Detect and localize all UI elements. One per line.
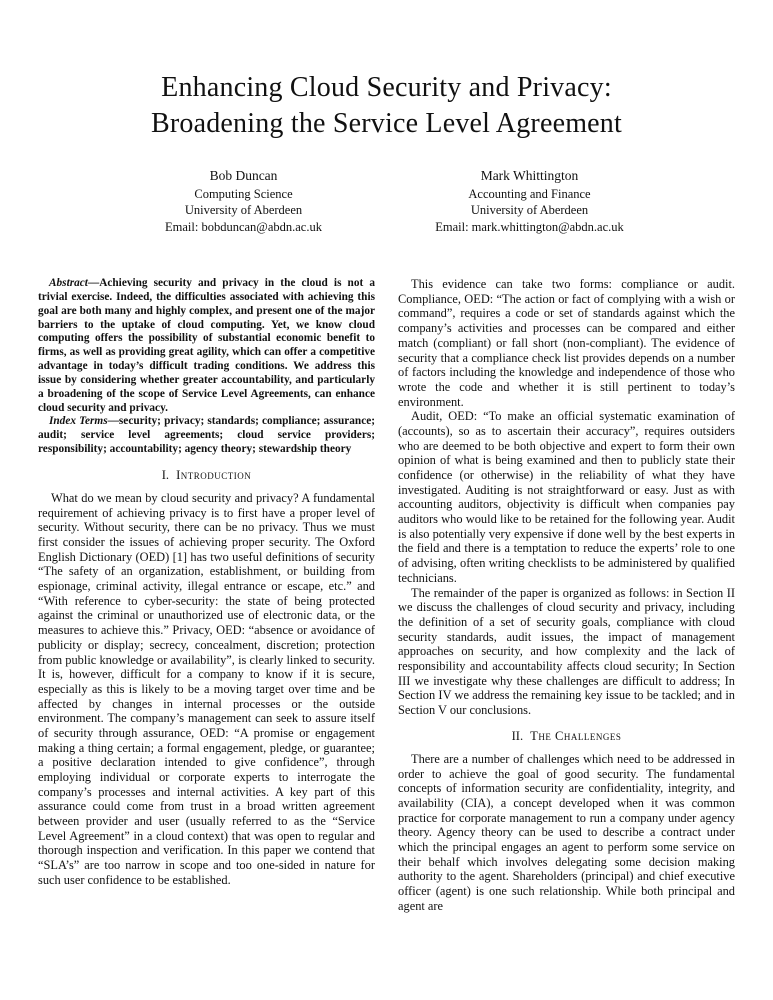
- index-terms-text: —security; privacy; standards; compliance; assurance; audit; service level agreements; cloud service providers; responsibility; accountability; agency theory; stewardship theory: [38, 415, 375, 456]
- paragraph-compliance: This evidence can take two forms: compliance or audit. Compliance, OED: “The action or fact of complying with a wish or command”, requires a code or set of standards against which the company’s activities and processes can be compared and either match (compliant) or fall short (non-compliant). The evidence of security that a compliance check list provides depends on a number of factors including the knowledge and independence of those who wrote the code and whether it is still pertinent to today’s environment.: [398, 277, 735, 409]
- author-block-2: [405, 167, 655, 235]
- abstract-label: Abstract: [49, 277, 88, 290]
- index-terms-paragraph: [38, 415, 375, 456]
- author-department: Accounting and Finance: [468, 186, 591, 201]
- section-number: I.: [161, 467, 170, 482]
- author-university: University of Aberdeen: [470, 203, 589, 218]
- author-email: Email: bobduncan@abdn.ac.uk: [165, 219, 322, 234]
- section-number: II.: [511, 728, 524, 743]
- section-title: The Challenges: [530, 728, 622, 743]
- paper-title-line1: Enhancing Cloud Security and Privacy:: [161, 72, 612, 103]
- body-columns: [38, 277, 735, 913]
- author-university: University of Aberdeen: [184, 203, 303, 218]
- author-name: Mark Whittington: [480, 167, 579, 183]
- section-heading-introduction: [38, 468, 375, 483]
- author-name: Bob Duncan: [209, 167, 278, 183]
- right-column: [398, 277, 735, 913]
- index-terms-label: Index Terms: [49, 415, 108, 428]
- section-title: Introduction: [176, 467, 252, 482]
- paragraph-challenges: There are a number of challenges which need to be addressed in order to achieve the goal of good security. The fundamental concepts of information security are confidentiality, integrity, and availability (CIA), a concept developed when it was common practice for corporate management to run a company under agency theory. Agency theory can be used to describe a contract under which the principal engages an agent to perform some service on their behalf which involves delegating some decision making authority to the agent. Shareholders (principal) and chief executive officer (agent) is one such relationship. While both principal and agent are: [398, 751, 735, 913]
- author-email: Email: mark.whittington@abdn.ac.uk: [435, 219, 624, 234]
- paragraph-paper-outline: The remainder of the paper is organized as follows: in Section II we discuss the challenges of cloud security and privacy, including the definition of a set of security goals, compliance with cloud security standards, audit issues, the impact of management approaches on security, and how complexity and the lack of responsibility and accountability affects cloud security; In Section III we investigate why these challenges are difficult to address; In Section IV we address the remaining key issue to be tackled; and in Section V our conclusions.: [398, 585, 735, 718]
- paper-title: [38, 70, 735, 143]
- author-department: Computing Science: [194, 186, 293, 201]
- left-column: [38, 277, 375, 913]
- section-heading-challenges: [398, 729, 735, 744]
- abstract-paragraph: [38, 277, 375, 415]
- paragraph-intro: What do we mean by cloud security and privacy? A fundamental requirement of achieving privacy is to first have a proper level of security. Without security, there can be no privacy. Thus we must first consider the issues of achieving proper security. The Oxford English Dictionary (OED) [1] has two useful definitions of security “The safety of an organization, establishment, or building from espionage, criminal activity, illegal entrance or escape, etc.” and “With reference to cyber-security: the state of being protected against the criminal or unauthorized use of electronic data, or the measures to achieve this.” Privacy, OED: “absence or avoidance of publicity or display; secrecy, concealment, discretion; protection from public knowledge or availability”, is clearly linked to security. It is, however, difficult for a company to know if it is secure, especially as this is likely to be a moving target over time and be affected by changes in internal processes or the outside environment. The company’s management can seek to assure itself of security through assurance, OED: “A promise or engagement making a thing certain; a formal engagement, pledge, or guarantee; a positive declaration intended to give confidence”, through employing individual or corporate experts to interrogate the company’s processes and internal activities. A key part of this assurance could come from trust in a broad written agreement between provider and user (usually referred to as the “Service Level Agreement” in a cloud context) that was open to regular and thorough inspection and verification. In this paper we contend that “SLA’s” are too narrow in scope and too one-sided in nature for such user confidence to be established.: [38, 490, 375, 887]
- authors-row: [38, 167, 735, 235]
- author-block-1: [119, 167, 369, 235]
- abstract-text: —Achieving security and privacy in the cloud is not a trivial exercise. Indeed, the difficulties associated with achieving this goal are both many and highly complex, and present one of the major barriers to the uptake of cloud computing. Yet, we know cloud computing offers the possibility of substantial economic benefit to firms, as well as providing great agility, which can offer a competitive advantage in today’s difficult trading conditions. We address this issue by considering whether greater accountability, and particularly a broadening of the scope of Service Level Agreements, can enhance cloud security and privacy.: [38, 277, 375, 414]
- paragraph-audit: Audit, OED: “To make an official systematic examination of (accounts), so as to ascertain their accuracy”, requires outsiders who are deemed to be both objective and expert to form their own opinion of what is being examined and then to publicly state their confidence (or otherwise) in the reliability of what they have investigated. Auditing is not straightforward or easy. Just as with accounting auditors, objectivity is difficult when companies pay auditors who would like to be retained for the following year. Audit is also potentially very expensive if done well by the best experts in the field and there is a temptation to reduce the experts’ role to one of advising, often writing checklists to be administered by qualified technicians.: [398, 409, 735, 585]
- paper-title-line2: Broadening the Service Level Agreement: [151, 108, 622, 140]
